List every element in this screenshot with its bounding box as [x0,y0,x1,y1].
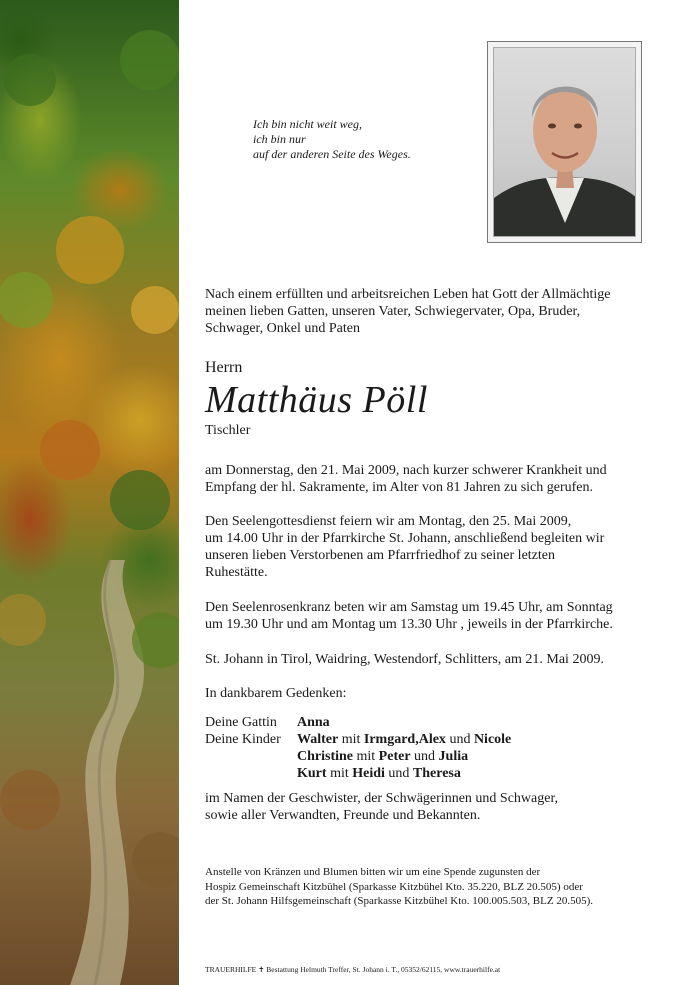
deceased-name: Matthäus Pöll [205,379,428,421]
children-label: Deine Kinder [205,732,281,747]
quote-line: auf der anderen Seite des Weges. [253,147,411,161]
connector: und [388,766,410,781]
rosary-text [205,599,613,633]
intro-line: meinen lieben Gatten, unseren Vater, Schwiegervater, Opa, Bruder, [205,304,581,319]
child-name: Christine [297,749,353,764]
wife-label: Deine Gattin [205,715,277,730]
memorial-quote [253,117,411,162]
child-family-2 [297,748,468,765]
child-name: Kurt [297,766,327,781]
grandchild-name: Theresa [412,766,461,781]
wife-name: Anna [297,715,330,730]
spouse-name: Heidi [352,766,385,781]
funeral-line: Den Seelengottesdienst feiern wir am Montag, den 25. Mai 2009, [205,514,572,529]
grandchild-name: Alex [418,732,446,747]
connector: und [449,732,471,747]
child-family-3 [297,765,461,782]
portrait-silhouette [494,48,636,237]
portrait-image [493,47,636,237]
cross-icon: ✝ [258,965,265,974]
intro-text [205,286,610,337]
rosary-line: um 19.30 Uhr und am Montag um 13.30 Uhr , jeweils in der Pfarrkirche. [205,617,613,632]
donation-line: der St. Johann Hilfsgemeinschaft (Sparkasse Kitzbühel Kto. 100.005.503, BLZ 20.505). [205,895,593,907]
portrait-photo [487,41,642,243]
connector: mit [330,766,349,781]
footer-brand: TRAUERHILFE [205,965,257,974]
footer [205,965,500,974]
connector: und [414,749,436,764]
connector: mit [356,749,376,764]
relatives-line: sowie aller Verwandten, Freunde und Bekannten. [205,808,481,823]
death-line: Empfang der hl. Sakramente, im Alter von 81 Jahren zu sich gerufen. [205,480,593,495]
child-name: Walter [297,732,339,747]
grandchild-name: Julia [438,749,469,764]
funeral-line: unseren lieben Verstorbenen am Pfarrfriedhof zu seiner letzten [205,548,555,563]
funeral-service-text [205,513,604,581]
funeral-line: um 14.00 Uhr in der Pfarrkirche St. Johann, anschließend begleiten wir [205,531,605,546]
relatives-text [205,790,558,824]
place-date: St. Johann in Tirol, Waidring, Westendorf, Schlitters, am 21. Mai 2009. [205,652,604,667]
relatives-line: im Namen der Geschwister, der Schwägerinnen und Schwager, [205,791,559,806]
spouse-name: Irmgard, [363,732,419,747]
intro-line: Nach einem erfüllten und arbeitsreichen Leben hat Gott der Allmächtige [205,287,611,302]
donation-line: Hospiz Gemeinschaft Kitzbühel (Sparkasse Kitzbühel Kto. 35.220, BLZ 20.505) oder [205,880,583,893]
donation-line: Anstelle von Kränzen und Blumen bitten wir um eine Spende zugunsten der [205,866,541,878]
profession: Tischler [205,423,251,438]
connector: mit [341,732,361,747]
footer-text: Bestattung Helmuth Treffer, St. Johann i. T., 05352/62115, www.trauerhilfe.at [266,965,501,974]
funeral-line: Ruhestätte. [205,565,268,580]
salutation: Herrn [205,359,243,376]
spouse-name: Peter [378,749,411,764]
forest-path-drawing [0,0,179,985]
quote-line: ich bin nur [253,132,306,146]
death-line: am Donnerstag, den 21. Mai 2009, nach kurzer schwerer Krankheit und [205,463,607,478]
child-family-1 [297,731,511,748]
forest-path-photo [0,0,179,985]
memory-heading: In dankbarem Gedenken: [205,686,347,701]
quote-line: Ich bin nicht weit weg, [253,117,362,131]
intro-line: Schwager, Onkel und Paten [205,321,360,336]
grandchild-name: Nicole [473,732,512,747]
rosary-line: Den Seelenrosenkranz beten wir am Samstag um 19.45 Uhr, am Sonntag [205,600,613,615]
death-announcement [205,462,607,496]
donation-note [205,865,593,909]
